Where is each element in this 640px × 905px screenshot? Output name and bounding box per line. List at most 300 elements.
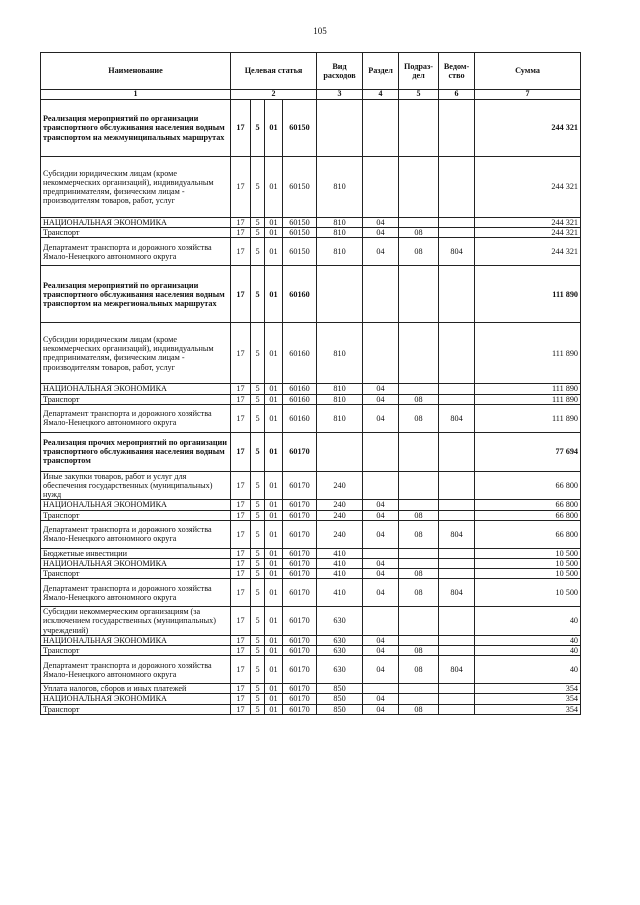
subsection-cell — [399, 694, 439, 704]
subsection-cell: 08 — [399, 646, 439, 656]
header-target: Целевая статья — [231, 53, 317, 90]
target-code-program: 17 — [231, 218, 251, 228]
target-code-program: 17 — [231, 646, 251, 656]
target-code-subprogram: 5 — [251, 323, 265, 384]
table-row — [41, 520, 581, 548]
subsection-cell: 08 — [399, 238, 439, 266]
section-cell: 04 — [363, 384, 399, 394]
subsection-cell — [399, 218, 439, 228]
subsection-cell — [399, 323, 439, 384]
target-code-main: 01 — [265, 548, 283, 558]
table-row — [41, 394, 581, 404]
target-code-direction: 60160 — [283, 394, 317, 404]
target-code-direction: 60170 — [283, 646, 317, 656]
department-cell: 804 — [439, 404, 475, 432]
target-code-main: 01 — [265, 579, 283, 607]
target-code-main: 01 — [265, 228, 283, 238]
expense-type-cell: 810 — [317, 218, 363, 228]
subsection-cell — [399, 100, 439, 157]
target-code-main: 01 — [265, 323, 283, 384]
row-name: Реализация прочих мероприятий по организации транспортного обслуживания населения водным транспортом — [41, 432, 231, 471]
header-department: Ведом-ство — [439, 53, 475, 90]
subsection-cell — [399, 607, 439, 636]
section-cell: 04 — [363, 704, 399, 714]
target-code-main: 01 — [265, 569, 283, 579]
row-name: НАЦИОНАЛЬНАЯ ЭКОНОМИКА — [41, 500, 231, 510]
target-code-program: 17 — [231, 323, 251, 384]
expense-type-cell: 850 — [317, 704, 363, 714]
target-code-program: 17 — [231, 238, 251, 266]
target-code-direction: 60170 — [283, 684, 317, 694]
target-code-direction: 60160 — [283, 404, 317, 432]
target-code-direction: 60170 — [283, 656, 317, 684]
target-code-direction: 60170 — [283, 607, 317, 636]
target-code-program: 17 — [231, 394, 251, 404]
target-code-subprogram: 5 — [251, 100, 265, 157]
department-cell — [439, 558, 475, 568]
department-cell — [439, 510, 475, 520]
target-code-main: 01 — [265, 684, 283, 694]
target-code-subprogram: 5 — [251, 500, 265, 510]
section-cell: 04 — [363, 558, 399, 568]
expense-type-cell — [317, 266, 363, 323]
table-row — [41, 684, 581, 694]
table-row — [41, 558, 581, 568]
table-row — [41, 266, 581, 323]
department-cell — [439, 100, 475, 157]
expense-type-cell: 240 — [317, 510, 363, 520]
department-cell — [439, 157, 475, 218]
table-row — [41, 157, 581, 218]
target-code-main: 01 — [265, 635, 283, 645]
table-row — [41, 656, 581, 684]
expense-type-cell: 630 — [317, 635, 363, 645]
subsection-cell: 08 — [399, 394, 439, 404]
expense-type-cell: 410 — [317, 569, 363, 579]
section-cell — [363, 266, 399, 323]
subsection-cell — [399, 384, 439, 394]
target-code-program: 17 — [231, 579, 251, 607]
department-cell — [439, 384, 475, 394]
sum-cell: 10 500 — [475, 548, 581, 558]
target-code-direction: 60150 — [283, 228, 317, 238]
column-numbers-row — [41, 90, 581, 100]
subsection-cell — [399, 157, 439, 218]
department-cell — [439, 266, 475, 323]
department-cell: 804 — [439, 520, 475, 548]
expense-type-cell: 810 — [317, 157, 363, 218]
sum-cell: 10 500 — [475, 569, 581, 579]
column-number: 3 — [317, 90, 363, 100]
section-cell: 04 — [363, 656, 399, 684]
sum-cell: 40 — [475, 635, 581, 645]
column-number: 4 — [363, 90, 399, 100]
row-name: Департамент транспорта и дорожного хозяйства Ямало-Ненецкого автономного округа — [41, 579, 231, 607]
table-row — [41, 238, 581, 266]
sum-cell: 111 890 — [475, 323, 581, 384]
header-subsection: Подраз-дел — [399, 53, 439, 90]
target-code-program: 17 — [231, 656, 251, 684]
section-cell — [363, 323, 399, 384]
row-name: НАЦИОНАЛЬНАЯ ЭКОНОМИКА — [41, 218, 231, 228]
target-code-main: 01 — [265, 100, 283, 157]
target-code-main: 01 — [265, 266, 283, 323]
subsection-cell — [399, 266, 439, 323]
target-code-subprogram: 5 — [251, 238, 265, 266]
sum-cell: 111 890 — [475, 394, 581, 404]
target-code-program: 17 — [231, 266, 251, 323]
row-name: Департамент транспорта и дорожного хозяйства Ямало-Ненецкого автономного округа — [41, 656, 231, 684]
table-row — [41, 694, 581, 704]
target-code-subprogram: 5 — [251, 384, 265, 394]
target-code-main: 01 — [265, 471, 283, 500]
target-code-direction: 60170 — [283, 432, 317, 471]
sum-cell: 77 694 — [475, 432, 581, 471]
subsection-cell: 08 — [399, 510, 439, 520]
section-cell: 04 — [363, 694, 399, 704]
subsection-cell — [399, 500, 439, 510]
table-row — [41, 569, 581, 579]
target-code-program: 17 — [231, 607, 251, 636]
sum-cell: 354 — [475, 694, 581, 704]
subsection-cell — [399, 548, 439, 558]
table-row — [41, 432, 581, 471]
department-cell — [439, 500, 475, 510]
target-code-program: 17 — [231, 228, 251, 238]
expense-type-cell: 630 — [317, 656, 363, 684]
subsection-cell: 08 — [399, 704, 439, 714]
department-cell — [439, 694, 475, 704]
department-cell: 804 — [439, 579, 475, 607]
expense-type-cell: 810 — [317, 394, 363, 404]
table-row — [41, 579, 581, 607]
subsection-cell — [399, 432, 439, 471]
sum-cell: 40 — [475, 607, 581, 636]
target-code-program: 17 — [231, 548, 251, 558]
target-code-subprogram: 5 — [251, 548, 265, 558]
subsection-cell: 08 — [399, 520, 439, 548]
target-code-direction: 60160 — [283, 384, 317, 394]
target-code-subprogram: 5 — [251, 684, 265, 694]
sum-cell: 40 — [475, 656, 581, 684]
section-cell — [363, 684, 399, 694]
header-name: Наименование — [41, 53, 231, 90]
target-code-direction: 60170 — [283, 694, 317, 704]
target-code-subprogram: 5 — [251, 218, 265, 228]
target-code-direction: 60170 — [283, 579, 317, 607]
target-code-subprogram: 5 — [251, 704, 265, 714]
section-cell — [363, 471, 399, 500]
row-name: Бюджетные инвестиции — [41, 548, 231, 558]
target-code-subprogram: 5 — [251, 656, 265, 684]
section-cell: 04 — [363, 500, 399, 510]
target-code-direction: 60170 — [283, 500, 317, 510]
department-cell — [439, 394, 475, 404]
subsection-cell — [399, 684, 439, 694]
section-cell — [363, 100, 399, 157]
row-name: НАЦИОНАЛЬНАЯ ЭКОНОМИКА — [41, 635, 231, 645]
section-cell — [363, 432, 399, 471]
section-cell: 04 — [363, 228, 399, 238]
sum-cell: 111 890 — [475, 266, 581, 323]
target-code-subprogram: 5 — [251, 569, 265, 579]
subsection-cell: 08 — [399, 228, 439, 238]
row-name: Транспорт — [41, 228, 231, 238]
expense-type-cell — [317, 100, 363, 157]
target-code-direction: 60170 — [283, 520, 317, 548]
column-number: 2 — [231, 90, 317, 100]
expense-type-cell: 850 — [317, 694, 363, 704]
row-name: Департамент транспорта и дорожного хозяйства Ямало-Ненецкого автономного округа — [41, 238, 231, 266]
expense-type-cell — [317, 432, 363, 471]
target-code-main: 01 — [265, 520, 283, 548]
row-name: НАЦИОНАЛЬНАЯ ЭКОНОМИКА — [41, 384, 231, 394]
table-row — [41, 704, 581, 714]
section-cell: 04 — [363, 646, 399, 656]
row-name: Транспорт — [41, 569, 231, 579]
column-number: 1 — [41, 90, 231, 100]
table-row — [41, 635, 581, 645]
target-code-direction: 60170 — [283, 569, 317, 579]
expense-type-cell: 410 — [317, 548, 363, 558]
target-code-program: 17 — [231, 432, 251, 471]
target-code-subprogram: 5 — [251, 558, 265, 568]
table-row — [41, 510, 581, 520]
target-code-program: 17 — [231, 635, 251, 645]
table-row — [41, 384, 581, 394]
row-name: Департамент транспорта и дорожного хозяйства Ямало-Ненецкого автономного округа — [41, 404, 231, 432]
target-code-program: 17 — [231, 684, 251, 694]
sum-cell: 244 321 — [475, 157, 581, 218]
section-cell: 04 — [363, 579, 399, 607]
target-code-main: 01 — [265, 558, 283, 568]
section-cell: 04 — [363, 635, 399, 645]
section-cell: 04 — [363, 394, 399, 404]
expense-type-cell: 240 — [317, 471, 363, 500]
row-name: Транспорт — [41, 704, 231, 714]
department-cell — [439, 635, 475, 645]
target-code-program: 17 — [231, 500, 251, 510]
expense-type-cell: 410 — [317, 579, 363, 607]
target-code-direction: 60170 — [283, 548, 317, 558]
expense-type-cell: 810 — [317, 384, 363, 394]
department-cell — [439, 684, 475, 694]
table-row — [41, 228, 581, 238]
section-cell — [363, 607, 399, 636]
target-code-program: 17 — [231, 471, 251, 500]
section-cell — [363, 157, 399, 218]
budget-table — [40, 52, 581, 715]
header-row — [41, 53, 581, 90]
subsection-cell: 08 — [399, 569, 439, 579]
sum-cell: 244 321 — [475, 238, 581, 266]
expense-type-cell: 410 — [317, 558, 363, 568]
subsection-cell — [399, 471, 439, 500]
row-name: Транспорт — [41, 510, 231, 520]
row-name: Транспорт — [41, 394, 231, 404]
target-code-subprogram: 5 — [251, 694, 265, 704]
table-row — [41, 646, 581, 656]
department-cell — [439, 607, 475, 636]
target-code-direction: 60150 — [283, 238, 317, 266]
target-code-subprogram: 5 — [251, 432, 265, 471]
target-code-subprogram: 5 — [251, 579, 265, 607]
target-code-main: 01 — [265, 607, 283, 636]
sum-cell: 354 — [475, 704, 581, 714]
section-cell: 04 — [363, 569, 399, 579]
section-cell: 04 — [363, 520, 399, 548]
target-code-direction: 60170 — [283, 635, 317, 645]
target-code-direction: 60170 — [283, 558, 317, 568]
table-row — [41, 323, 581, 384]
target-code-program: 17 — [231, 558, 251, 568]
table-row — [41, 218, 581, 228]
sum-cell: 244 321 — [475, 218, 581, 228]
target-code-program: 17 — [231, 100, 251, 157]
sum-cell: 66 800 — [475, 471, 581, 500]
row-name: Транспорт — [41, 646, 231, 656]
target-code-direction: 60150 — [283, 100, 317, 157]
expense-type-cell: 240 — [317, 500, 363, 510]
row-name: НАЦИОНАЛЬНАЯ ЭКОНОМИКА — [41, 694, 231, 704]
column-number: 6 — [439, 90, 475, 100]
target-code-program: 17 — [231, 520, 251, 548]
section-cell — [363, 548, 399, 558]
target-code-main: 01 — [265, 238, 283, 266]
row-name: Департамент транспорта и дорожного хозяйства Ямало-Ненецкого автономного округа — [41, 520, 231, 548]
target-code-subprogram: 5 — [251, 471, 265, 500]
sum-cell: 66 800 — [475, 520, 581, 548]
row-name: Иные закупки товаров, работ и услуг для обеспечения государственных (муниципальных) нужд — [41, 471, 231, 500]
target-code-direction: 60170 — [283, 471, 317, 500]
target-code-main: 01 — [265, 157, 283, 218]
row-name: Реализация мероприятий по организации транспортного обслуживания населения водным транспортом на межмуниципальных маршрутах — [41, 100, 231, 157]
target-code-main: 01 — [265, 646, 283, 656]
section-cell: 04 — [363, 510, 399, 520]
expense-type-cell: 810 — [317, 404, 363, 432]
expense-type-cell: 240 — [317, 520, 363, 548]
column-number: 5 — [399, 90, 439, 100]
sum-cell: 111 890 — [475, 384, 581, 394]
department-cell: 804 — [439, 238, 475, 266]
target-code-program: 17 — [231, 384, 251, 394]
sum-cell: 244 321 — [475, 100, 581, 157]
department-cell — [439, 218, 475, 228]
table-row — [41, 548, 581, 558]
row-name: Уплата налогов, сборов и иных платежей — [41, 684, 231, 694]
target-code-program: 17 — [231, 404, 251, 432]
department-cell — [439, 646, 475, 656]
subsection-cell: 08 — [399, 404, 439, 432]
target-code-direction: 60170 — [283, 510, 317, 520]
subsection-cell: 08 — [399, 579, 439, 607]
row-name: НАЦИОНАЛЬНАЯ ЭКОНОМИКА — [41, 558, 231, 568]
row-name: Субсидии юридическим лицам (кроме некоммерческих организаций), индивидуальным предпринимателям, физическим лицам - производителям товаров, работ, услуг — [41, 323, 231, 384]
target-code-main: 01 — [265, 218, 283, 228]
row-name: Реализация мероприятий по организации транспортного обслуживания населения водным транспортом на межрегиональных маршрутах — [41, 266, 231, 323]
column-number: 7 — [475, 90, 581, 100]
section-cell: 04 — [363, 218, 399, 228]
expense-type-cell: 810 — [317, 238, 363, 266]
target-code-subprogram: 5 — [251, 520, 265, 548]
target-code-direction: 60160 — [283, 266, 317, 323]
row-name: Субсидии юридическим лицам (кроме некоммерческих организаций), индивидуальным предпринимателям, физическим лицам - производителям товаров, работ, услуг — [41, 157, 231, 218]
section-cell: 04 — [363, 404, 399, 432]
target-code-program: 17 — [231, 157, 251, 218]
target-code-direction: 60150 — [283, 157, 317, 218]
target-code-main: 01 — [265, 510, 283, 520]
table-row — [41, 500, 581, 510]
expense-type-cell: 630 — [317, 607, 363, 636]
row-name: Субсидии некоммерческим организациям (за исключением государственных (муниципальных) учреждений) — [41, 607, 231, 636]
target-code-main: 01 — [265, 704, 283, 714]
target-code-program: 17 — [231, 569, 251, 579]
table-row — [41, 607, 581, 636]
target-code-main: 01 — [265, 394, 283, 404]
department-cell — [439, 704, 475, 714]
target-code-program: 17 — [231, 694, 251, 704]
target-code-main: 01 — [265, 404, 283, 432]
target-code-subprogram: 5 — [251, 394, 265, 404]
department-cell — [439, 228, 475, 238]
target-code-main: 01 — [265, 694, 283, 704]
target-code-program: 17 — [231, 704, 251, 714]
target-code-main: 01 — [265, 500, 283, 510]
department-cell — [439, 569, 475, 579]
target-code-subprogram: 5 — [251, 510, 265, 520]
target-code-subprogram: 5 — [251, 157, 265, 218]
department-cell — [439, 471, 475, 500]
target-code-program: 17 — [231, 510, 251, 520]
target-code-main: 01 — [265, 384, 283, 394]
table-row — [41, 471, 581, 500]
table-row — [41, 100, 581, 157]
department-cell — [439, 432, 475, 471]
target-code-main: 01 — [265, 432, 283, 471]
sum-cell: 111 890 — [475, 404, 581, 432]
expense-type-cell: 810 — [317, 323, 363, 384]
target-code-direction: 60150 — [283, 218, 317, 228]
target-code-direction: 60170 — [283, 704, 317, 714]
page-number: 105 — [313, 26, 327, 36]
expense-type-cell: 630 — [317, 646, 363, 656]
section-cell: 04 — [363, 238, 399, 266]
sum-cell: 10 500 — [475, 579, 581, 607]
department-cell: 804 — [439, 656, 475, 684]
header-sum: Сумма — [475, 53, 581, 90]
expense-type-cell: 850 — [317, 684, 363, 694]
header-section: Раздел — [363, 53, 399, 90]
target-code-subprogram: 5 — [251, 404, 265, 432]
sum-cell: 354 — [475, 684, 581, 694]
department-cell — [439, 548, 475, 558]
department-cell — [439, 323, 475, 384]
sum-cell: 244 321 — [475, 228, 581, 238]
table-row — [41, 404, 581, 432]
expense-type-cell: 810 — [317, 228, 363, 238]
subsection-cell — [399, 558, 439, 568]
target-code-direction: 60160 — [283, 323, 317, 384]
sum-cell: 40 — [475, 646, 581, 656]
subsection-cell — [399, 635, 439, 645]
header-expense-type: Вид расходов — [317, 53, 363, 90]
table-body — [41, 100, 581, 715]
sum-cell: 66 800 — [475, 500, 581, 510]
target-code-subprogram: 5 — [251, 635, 265, 645]
target-code-subprogram: 5 — [251, 228, 265, 238]
target-code-subprogram: 5 — [251, 266, 265, 323]
sum-cell: 10 500 — [475, 558, 581, 568]
